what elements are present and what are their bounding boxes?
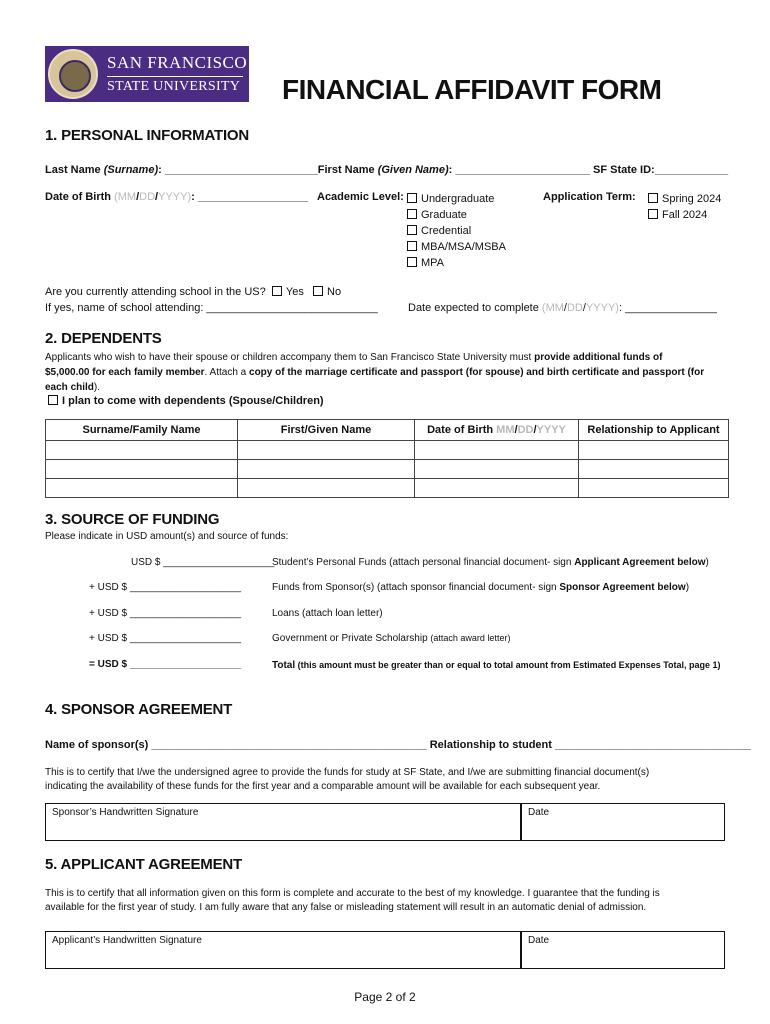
column-header: Surname/Family Name <box>46 420 238 441</box>
checkbox-icon[interactable] <box>648 209 658 219</box>
slash: / <box>155 191 159 203</box>
first-name-label: First Name <box>317 164 378 176</box>
sponsor-name-field[interactable]: Name of sponsor(s) _____________________________________________ <box>45 739 427 751</box>
term-option-fall[interactable] <box>648 207 721 223</box>
dob-mm: MM <box>496 424 515 436</box>
table-cell[interactable] <box>238 460 415 479</box>
applicant-signature-label: Applicant’s Handwritten Signature <box>52 935 202 946</box>
dependents-intro <box>45 350 735 395</box>
dob-yyyy: YYYY <box>158 191 188 203</box>
level-option-credential[interactable] <box>407 223 506 239</box>
logo-line-2: STATE UNIVERSITY <box>107 79 241 94</box>
university-seal-icon <box>48 49 98 99</box>
column-header: First/Given Name <box>238 420 415 441</box>
desc-text: ) <box>685 582 690 593</box>
section-dependents-heading: 2. DEPENDENTS <box>45 330 162 347</box>
sfsu-logo <box>45 46 249 102</box>
term-option-spring[interactable] <box>648 191 721 207</box>
certification-line: This is to certify that all information given on this form is complete and accurate to the best of my knowledge. I guarantee that the funding is <box>45 888 660 899</box>
funding-total-desc <box>272 660 721 671</box>
table-cell[interactable] <box>46 441 238 460</box>
section-personal-heading: 1. PERSONAL INFORMATION <box>45 127 250 144</box>
dob-dd: DD <box>139 191 156 203</box>
yes-option[interactable] <box>272 286 304 298</box>
intro-text: ). <box>93 382 101 393</box>
applicant-certification-text <box>45 887 660 915</box>
column-header <box>415 420 579 441</box>
applicant-signature-box[interactable] <box>45 931 725 969</box>
dependents-checkbox-label: I plan to come with dependents (Spouse/Children) <box>62 395 324 407</box>
page-number: Page 2 of 2 <box>354 990 416 1004</box>
funding-total-amount[interactable]: = USD $ ____________________ <box>89 659 242 670</box>
certification-line: This is to certify that I/we the undersigned agree to provide the funds for study at SF State, and I/we are submitting financial document(s) <box>45 767 650 778</box>
section-funding-heading: 3. SOURCE OF FUNDING <box>45 511 220 528</box>
application-term-options <box>648 191 721 223</box>
level-option-mpa[interactable] <box>407 255 506 271</box>
funding-intro: Please indicate in USD amount(s) and source of funds: <box>45 531 289 542</box>
checkbox-icon[interactable] <box>313 286 323 296</box>
desc-bold: Total <box>272 660 296 671</box>
checkbox-icon[interactable] <box>407 225 417 235</box>
last-name-label: Last Name <box>45 164 104 176</box>
desc-bold: Sponsor Agreement below <box>559 582 686 593</box>
funding-line-3-desc: Loans (attach loan letter) <box>272 608 383 619</box>
checkbox-icon[interactable] <box>407 209 417 219</box>
intro-bold: each child <box>45 382 94 393</box>
form-title: FINANCIAL AFFIDAVIT FORM <box>282 74 662 105</box>
attending-question: Are you currently attending school in the US? <box>45 286 266 298</box>
first-name-hint: (Given Name) <box>377 164 449 176</box>
dependents-table <box>45 419 729 498</box>
dob-mm: MM <box>117 191 137 203</box>
date-expected-label: Date expected to complete <box>408 302 542 314</box>
funding-line-2-desc <box>272 582 689 593</box>
funding-line-4-amount[interactable]: + USD $ ____________________ <box>89 633 242 644</box>
dob-label: Date of Birth <box>45 191 115 203</box>
school-name-field[interactable]: If yes, name of school attending: ____________________________ <box>45 302 378 314</box>
table-cell[interactable] <box>415 460 579 479</box>
sf-state-id-field[interactable]: SF State ID:____________ <box>589 164 729 176</box>
sponsor-date-label: Date <box>528 807 550 818</box>
slash: / <box>563 302 567 314</box>
table-row <box>46 460 729 479</box>
level-label: Credential <box>421 225 472 237</box>
level-label: Graduate <box>421 209 467 221</box>
sponsor-name-row <box>45 739 751 751</box>
checkbox-icon[interactable] <box>407 241 417 251</box>
dob-format-close: ) <box>187 191 192 203</box>
date-format-close: ) <box>615 302 619 314</box>
desc-text: Government or Private Scholarship <box>272 633 431 644</box>
sponsor-certification-text <box>45 766 649 794</box>
intro-bold: provide additional funds of <box>534 352 663 363</box>
level-option-undergraduate[interactable] <box>407 191 506 207</box>
date-format-open: ( <box>541 302 546 314</box>
intro-text: Applicants who wish to have their spouse or children accompany them to San Francisco State University must <box>45 352 535 363</box>
slash: / <box>514 424 518 436</box>
checkbox-icon[interactable] <box>407 193 417 203</box>
desc-text: ) <box>705 557 709 568</box>
name-row <box>45 164 728 176</box>
logo-divider <box>107 76 243 77</box>
signature-divider <box>520 932 522 968</box>
funding-line-1-desc <box>272 557 709 568</box>
academic-level-label: Academic Level: <box>317 191 404 203</box>
sponsor-relationship-field[interactable]: Relationship to student ________________________________ <box>426 739 751 751</box>
checkbox-icon[interactable] <box>648 193 658 203</box>
slash: / <box>533 424 537 436</box>
table-row <box>46 479 729 498</box>
table-cell[interactable] <box>46 479 238 498</box>
table-cell[interactable] <box>579 441 729 460</box>
attending-row <box>45 286 341 298</box>
table-cell[interactable] <box>579 479 729 498</box>
column-header: Relationship to Applicant <box>579 420 729 441</box>
table-cell[interactable] <box>238 441 415 460</box>
dob-column-label: Date of Birth <box>427 424 494 436</box>
level-label: Undergraduate <box>421 193 495 205</box>
funding-line-4-desc <box>272 633 510 644</box>
slash: / <box>136 191 140 203</box>
table-header-row <box>46 420 729 441</box>
yes-label: Yes <box>285 286 304 298</box>
desc-bold: (this amount must be greater than or equal to total amount from Estimated Expenses Total, page 1) <box>295 660 721 670</box>
intro-text: . Attach a <box>204 367 250 378</box>
level-option-mba[interactable] <box>407 239 506 255</box>
desc-text: Student’s Personal Funds (attach personal financial document- sign <box>272 557 575 568</box>
funding-line-3-amount[interactable]: + USD $ ____________________ <box>89 608 242 619</box>
academic-level-options <box>407 191 506 271</box>
table-cell[interactable] <box>238 479 415 498</box>
sponsor-signature-box[interactable] <box>45 803 725 841</box>
section-sponsor-heading: 4. SPONSOR AGREEMENT <box>45 701 233 718</box>
date-yyyy: YYYY <box>585 302 616 314</box>
certification-line: available for the first year of study. I am fully aware that any false or misleading statement will result in an automatic denial of admission. <box>45 902 647 913</box>
last-name-field[interactable]: : _________________________ <box>158 164 318 176</box>
date-mm: MM <box>545 302 564 314</box>
table-cell[interactable] <box>415 479 579 498</box>
desc-bold: Applicant Agreement below <box>574 557 706 568</box>
desc-small: (attach award letter) <box>430 633 511 643</box>
date-dd: DD <box>566 302 583 314</box>
table-row <box>46 441 729 460</box>
dob-format-open: ( <box>114 191 118 203</box>
dependents-checkbox[interactable] <box>48 395 324 407</box>
dob-row <box>45 191 308 203</box>
applicant-date-label: Date <box>528 935 550 946</box>
intro-bold: $5,000.00 for each family member <box>45 367 205 378</box>
dob-dd: DD <box>517 424 534 436</box>
funding-line-2-amount[interactable]: + USD $ ____________________ <box>89 582 242 593</box>
date-expected-row <box>408 302 717 314</box>
slash: / <box>582 302 586 314</box>
checkbox-icon[interactable] <box>48 395 58 405</box>
dob-field[interactable]: : __________________ <box>191 191 308 203</box>
level-label: MPA <box>421 257 445 269</box>
logo-line-1: SAN FRANCISCO <box>107 53 248 72</box>
first-name-field[interactable]: : ______________________ <box>448 164 590 176</box>
no-option[interactable] <box>313 286 341 298</box>
seal-emblem <box>59 60 91 92</box>
no-label: No <box>327 286 342 298</box>
table-cell[interactable] <box>46 460 238 479</box>
term-label: Fall 2024 <box>662 209 708 221</box>
dob-yyyy: YYYY <box>536 424 566 436</box>
section-applicant-heading: 5. APPLICANT AGREEMENT <box>45 856 243 873</box>
desc-text: Funds from Sponsor(s) (attach sponsor financial document- sign <box>272 582 560 593</box>
term-label: Spring 2024 <box>662 193 722 205</box>
signature-divider <box>520 804 522 840</box>
checkbox-icon[interactable] <box>272 286 282 296</box>
level-label: MBA/MSA/MSBA <box>421 241 506 253</box>
date-expected-field[interactable]: : _______________ <box>618 302 717 314</box>
level-option-graduate[interactable] <box>407 207 506 223</box>
certification-line: indicating the availability of these funds for the first year and a comparable amount will be available for each subsequent year. <box>45 781 601 792</box>
checkbox-icon[interactable] <box>407 257 417 267</box>
table-cell[interactable] <box>415 441 579 460</box>
intro-bold: copy of the marriage certificate and passport (for spouse) and birth certificate and passport (for <box>249 367 705 378</box>
application-term-label: Application Term: <box>543 191 636 203</box>
sponsor-signature-label: Sponsor’s Handwritten Signature <box>52 807 199 818</box>
table-cell[interactable] <box>579 460 729 479</box>
last-name-hint: (Surname) <box>103 164 159 176</box>
funding-line-1-amount[interactable]: USD $ ____________________ <box>131 557 275 568</box>
